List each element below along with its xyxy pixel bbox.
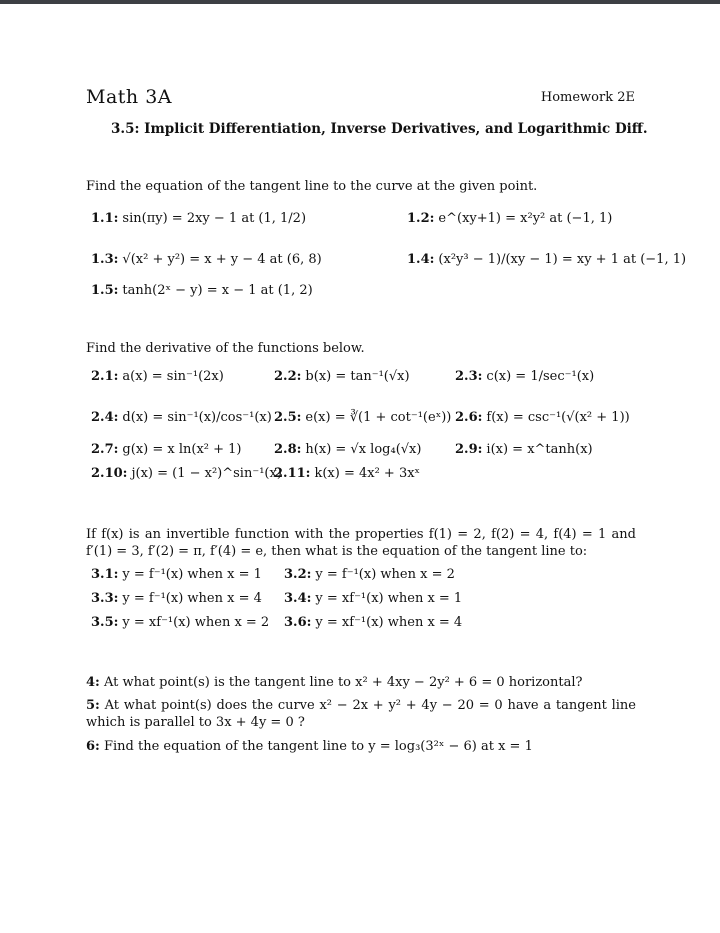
problem-3-4: 3.4: y = xf⁻¹(x) when x = 1: [284, 591, 463, 606]
problem-2-6: 2.6: f(x) = csc⁻¹(√(x² + 1)): [455, 410, 630, 425]
problem-2-4: 2.4: d(x) = sin⁻¹(x)/cos⁻¹(x): [91, 410, 272, 425]
problem-3-3: 3.3: y = f⁻¹(x) when x = 4: [91, 591, 262, 606]
problem-1-5: 1.5: tanh(2ˣ − y) = x − 1 at (1, 2): [91, 283, 313, 298]
problem-5: 5: At what point(s) does the curve x² − 2x + y² + 4y − 20 = 0 have a tangent line which is parallel to 3x + 4y = 0 ?: [86, 698, 636, 730]
problem-1-3: 1.3: √(x² + y²) = x + y − 4 at (6, 8): [91, 252, 322, 267]
problem-2-8: 2.8: h(x) = √x log₄(√x): [274, 442, 422, 457]
problem-1-4: 1.4: (x²y³ − 1)/(xy − 1) = xy + 1 at (−1, 1): [407, 252, 687, 267]
course-title: Math 3A: [86, 86, 173, 108]
problem-2-2: 2.2: b(x) = tan⁻¹(√x): [274, 369, 410, 384]
problem-2-11: 2.11: k(x) = 4x² + 3xˣ: [274, 466, 421, 481]
problem-3-5: 3.5: y = xf⁻¹(x) when x = 2: [91, 615, 270, 630]
homework-label: Homework 2E: [540, 90, 635, 105]
problem-2-9: 2.9: i(x) = x^tanh(x): [455, 442, 593, 457]
problem-1-2: 1.2: e^(xy+1) = x²y² at (−1, 1): [407, 211, 613, 226]
part1-instruction: Find the equation of the tangent line to the curve at the given point.: [86, 179, 538, 194]
problem-2-1: 2.1: a(x) = sin⁻¹(2x): [91, 369, 224, 384]
problem-2-3: 2.3: c(x) = 1/sec⁻¹(x): [455, 369, 595, 384]
problem-6: 6: Find the equation of the tangent line to y = log₃(3²ˣ − 6) at x = 1: [86, 739, 533, 754]
problem-3-1: 3.1: y = f⁻¹(x) when x = 1: [91, 567, 262, 582]
problem-4: 4: At what point(s) is the tangent line to x² + 4xy − 2y² + 6 = 0 horizontal?: [86, 675, 583, 690]
problem-3-6: 3.6: y = xf⁻¹(x) when x = 4: [284, 615, 463, 630]
problem-2-7: 2.7: g(x) = x ln(x² + 1): [91, 442, 242, 457]
part3-intro: If f(x) is an invertible function with the properties f(1) = 2, f(2) = 4, f(4) = 1 and f′(1) = 3, f′(2) = π, f′(4) = e, then what is the equation of the tangent line to:: [86, 527, 636, 559]
problem-1-1: 1.1: sin(πy) = 2xy − 1 at (1, 1/2): [91, 211, 307, 226]
section-heading: 3.5: Implicit Differentiation, Inverse Derivatives, and Logarithmic Diff.: [111, 121, 648, 137]
top-border: [0, 0, 720, 4]
problem-2-5: 2.5: e(x) = ∛(1 + cot⁻¹(eˣ)): [274, 410, 452, 425]
problem-3-2: 3.2: y = f⁻¹(x) when x = 2: [284, 567, 455, 582]
part2-instruction: Find the derivative of the functions below.: [86, 341, 365, 356]
problem-2-10: 2.10: j(x) = (1 − x²)^sin⁻¹(x): [91, 466, 282, 481]
